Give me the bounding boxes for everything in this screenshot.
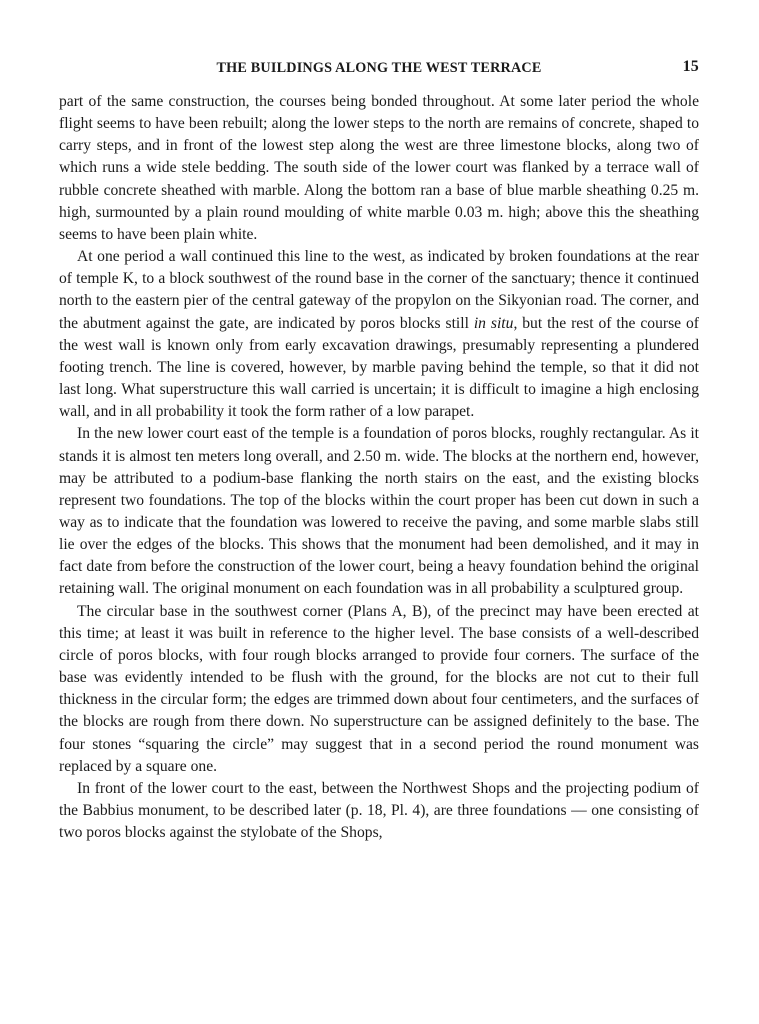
book-page: [59, 58, 699, 844]
paragraph-3: [59, 423, 699, 600]
page-header: [59, 58, 699, 82]
paragraph-4: [59, 601, 699, 778]
paragraph-1: [59, 91, 699, 246]
paragraph-5: [59, 778, 699, 844]
body-text: [59, 91, 699, 844]
paragraph-2-text-a: At one period a wall continued this line to the west, as indicated by broken foundations at the rear of temple K, to a block southwest of the round base in the corner of the sanctuary; thence it continued north to the eastern pier of the central gateway of the propylon on the Sikyonian road. The corner, and the abutment against the gate, are indicated by poros blocks still: [59, 248, 699, 332]
paragraph-5-text: In front of the lower court to the east, between the Northwest Shops and the projecting podium of the Babbius monument, to be described later (p. 18, Pl. 4), are three foundations — one consisting of two poros blocks against the stylobate of the Shops,: [59, 779, 699, 842]
paragraph-2: [59, 246, 699, 423]
paragraph-3-text: In the new lower court east of the temple is a foundation of poros blocks, roughly rectangular. As it stands it is almost ten meters long overall, and 2.50 m. wide. The blocks at the northern end, however, may be attributed to a podium-base flanking the north stairs on the east, and the existing blocks represent two foundations. The top of the blocks within the court proper has been cut down in such a way as to indicate that the foundation was lowered to receive the paving, and some marble slabs still lie over the edges of the blocks. This shows that the monument had been demolished, and it may in fact date from before the construction of the lower court, being a heavy foundation behind the original retaining wall. The original monument on each foundation was in all probability a sculptured group.: [59, 425, 699, 598]
paragraph-1-text: part of the same construction, the courses being bonded throughout. At some later period the whole flight seems to have been rebuilt; along the lower steps to the north are remains of concrete, shaped to carry steps, and in front of the lowest step along the west are three limestone blocks, along two of which runs a wide stele bedding. The south side of the lower court was flanked by a terrace wall of rubble concrete sheathed with marble. Along the bottom ran a base of blue marble sheathing 0.25 m. high, surmounted by a plain round moulding of white marble 0.03 m. high; above this the sheathing seems to have been plain white.: [59, 93, 699, 243]
paragraph-2-text-b: , but the rest of the course of the west wall is known only from early excavation drawings, presumably representing a plundered footing trench. The line is covered, however, by marble paving behind the temple, so that it did not last long. What superstructure this wall carried is uncertain; it is difficult to imagine a high enclosing wall, and in all probability it took the form rather of a low parapet.: [59, 314, 699, 421]
running-head: THE BUILDINGS ALONG THE WEST TERRACE: [216, 60, 542, 76]
paragraph-4-text: The circular base in the southwest corner (Plans A, B), of the precinct may have been erected at this time; at least it was built in reference to the higher level. The base consists of a well-described circle of poros blocks, with four rough blocks arranged to provide four corners. The surface of the base was evidently intended to be flush with the ground, for the blocks are not cut to their full thickness in the circular form; the edges are trimmed down about four centimeters, and the surfaces of the blocks are rough from there down. No superstructure can be assigned definitely to the base. The four stones “squaring the circle” may suggest that in a second period the round monument was replaced by a square one.: [59, 602, 699, 775]
paragraph-2-italic-in-situ: in situ: [473, 314, 514, 332]
page-number: 15: [682, 58, 699, 75]
